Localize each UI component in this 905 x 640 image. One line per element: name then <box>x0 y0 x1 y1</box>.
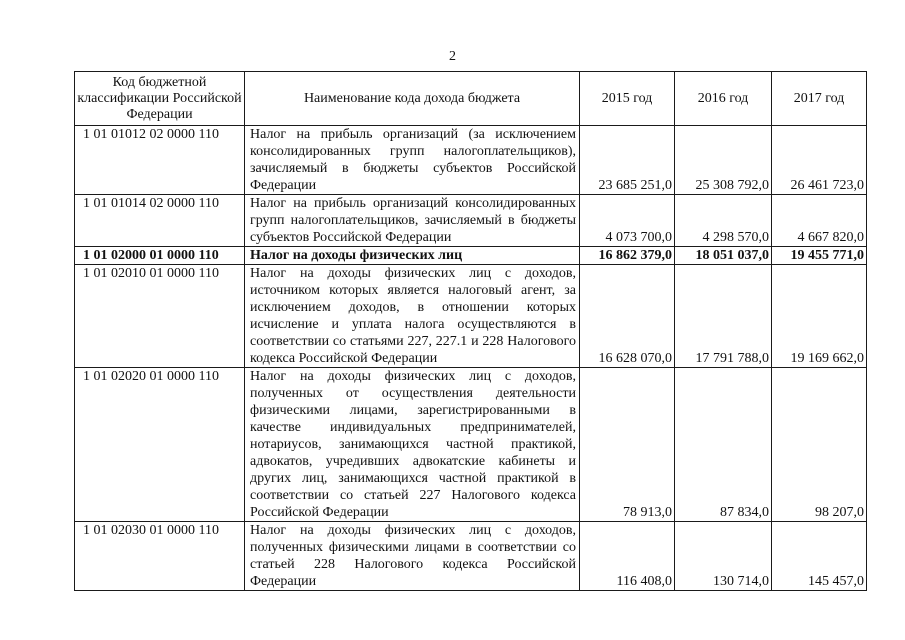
row-value-2017: 145 457,0 <box>772 522 867 591</box>
budget-revenue-table <box>74 71 867 591</box>
header-name: Наименование кода дохода бюджета <box>245 72 580 126</box>
table-header-row <box>75 72 867 126</box>
row-value-2015: 4 073 700,0 <box>580 195 675 247</box>
table-row <box>75 522 867 591</box>
header-code: Код бюджетной классификации Российской Федерации <box>75 72 245 126</box>
row-value-2017: 4 667 820,0 <box>772 195 867 247</box>
row-code: 1 01 01014 02 0000 110 <box>75 195 245 247</box>
header-2017: 2017 год <box>772 72 867 126</box>
row-code: 1 01 01012 02 0000 110 <box>75 126 245 195</box>
row-value-2015: 78 913,0 <box>580 368 675 522</box>
row-value-2016: 25 308 792,0 <box>675 126 772 195</box>
header-2016: 2016 год <box>675 72 772 126</box>
row-value-2017: 19 169 662,0 <box>772 265 867 368</box>
header-2015: 2015 год <box>580 72 675 126</box>
row-name: Налог на прибыль организаций консолидированных групп налогоплательщиков, зачисляемый в бюджеты субъектов Российской Федерации <box>245 195 580 247</box>
row-value-2015: 16 862 379,0 <box>580 247 675 265</box>
table-row <box>75 368 867 522</box>
row-name: Налог на доходы физических лиц <box>245 247 580 265</box>
page-number: 2 <box>449 49 456 64</box>
row-value-2015: 23 685 251,0 <box>580 126 675 195</box>
row-value-2016: 87 834,0 <box>675 368 772 522</box>
row-value-2016: 130 714,0 <box>675 522 772 591</box>
table-row <box>75 195 867 247</box>
row-value-2016: 4 298 570,0 <box>675 195 772 247</box>
row-value-2017: 26 461 723,0 <box>772 126 867 195</box>
table-row <box>75 126 867 195</box>
row-name: Налог на доходы физических лиц с доходов, источником которых является налоговый агент, за исключением доходов, в отношении которых исчисление и уплата налога осуществляются в соответствии со статьями 227, 227.1 и 228 Налогового кодекса Российской Федерации <box>245 265 580 368</box>
row-value-2015: 16 628 070,0 <box>580 265 675 368</box>
row-value-2017: 98 207,0 <box>772 368 867 522</box>
row-value-2016: 17 791 788,0 <box>675 265 772 368</box>
row-name: Налог на прибыль организаций (за исключением консолидированных групп налогоплательщиков), зачисляемый в бюджеты субъектов Российской Федерации <box>245 126 580 195</box>
row-value-2015: 116 408,0 <box>580 522 675 591</box>
table-row <box>75 265 867 368</box>
row-value-2016: 18 051 037,0 <box>675 247 772 265</box>
row-code: 1 01 02020 01 0000 110 <box>75 368 245 522</box>
row-code: 1 01 02000 01 0000 110 <box>75 247 245 265</box>
row-name: Налог на доходы физических лиц с доходов, полученных от осуществления деятельности физическими лицами, зарегистрированными в качестве индивидуальных предпринимателей, нотариусов, занимающихся частной практикой, адвокатов, учредивших адвокатские кабинеты и других лиц, занимающихся частной практикой в соответствии со статьей 227 Налогового кодекса Российской Федерации <box>245 368 580 522</box>
row-code: 1 01 02010 01 0000 110 <box>75 265 245 368</box>
row-name: Налог на доходы физических лиц с доходов, полученных физическими лицами в соответствии со статьей 228 Налогового кодекса Российской Федерации <box>245 522 580 591</box>
row-value-2017: 19 455 771,0 <box>772 247 867 265</box>
row-code: 1 01 02030 01 0000 110 <box>75 522 245 591</box>
table-row-total <box>75 247 867 265</box>
